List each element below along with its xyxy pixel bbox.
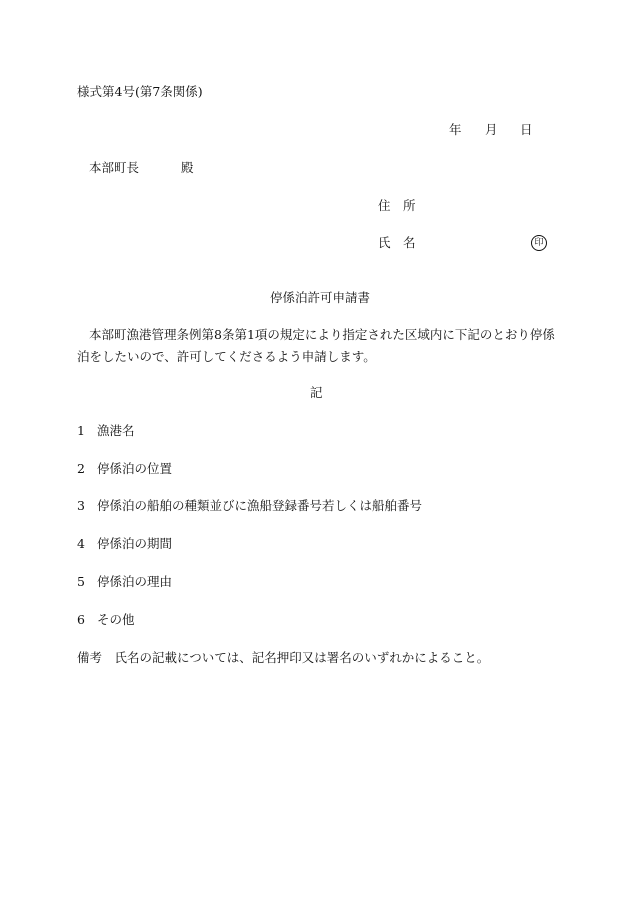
remarks: 備考 氏名の記載については、記名押印又は署名のいずれかによること。 bbox=[77, 650, 490, 665]
item-number: 2 bbox=[77, 461, 85, 476]
name-label: 氏 名 bbox=[378, 235, 416, 250]
item-label: 停係泊の理由 bbox=[96, 574, 172, 589]
item-label: その他 bbox=[96, 612, 135, 627]
item-2 bbox=[77, 461, 172, 477]
item-5 bbox=[77, 574, 172, 590]
item-number: 3 bbox=[77, 498, 85, 513]
item-number: 1 bbox=[77, 423, 85, 438]
seal-icon: 印 bbox=[531, 235, 547, 251]
item-number: 5 bbox=[77, 574, 85, 589]
item-label: 停係泊の船舶の種類並びに漁船登録番号若しくは船舶番号 bbox=[96, 498, 422, 513]
date-month: 月 bbox=[485, 122, 498, 137]
address-label: 住 所 bbox=[378, 198, 416, 213]
addressee-honorific: 殿 bbox=[181, 160, 194, 175]
form-number: 様式第4号(第7条関係) bbox=[77, 84, 203, 99]
item-label: 停係泊の位置 bbox=[96, 461, 172, 476]
document-title: 停係泊許可申請書 bbox=[270, 290, 371, 305]
item-4 bbox=[77, 536, 172, 552]
item-label: 停係泊の期間 bbox=[96, 536, 172, 551]
body-paragraph: 本部町漁港管理条例第8条第1項の規定により指定された区域内に下記のとおり停係泊をしたいので、許可してくださるよう申請します。 bbox=[77, 327, 555, 364]
item-label: 漁港名 bbox=[96, 423, 135, 438]
item-3 bbox=[77, 498, 422, 514]
item-number: 6 bbox=[77, 612, 85, 627]
date-year: 年 bbox=[449, 122, 462, 137]
item-6 bbox=[77, 612, 134, 628]
item-number: 4 bbox=[77, 536, 85, 551]
item-1 bbox=[77, 423, 134, 439]
date-day: 日 bbox=[520, 122, 533, 137]
addressee-name: 本部町長 bbox=[89, 160, 140, 175]
ki-heading: 記 bbox=[310, 385, 323, 400]
